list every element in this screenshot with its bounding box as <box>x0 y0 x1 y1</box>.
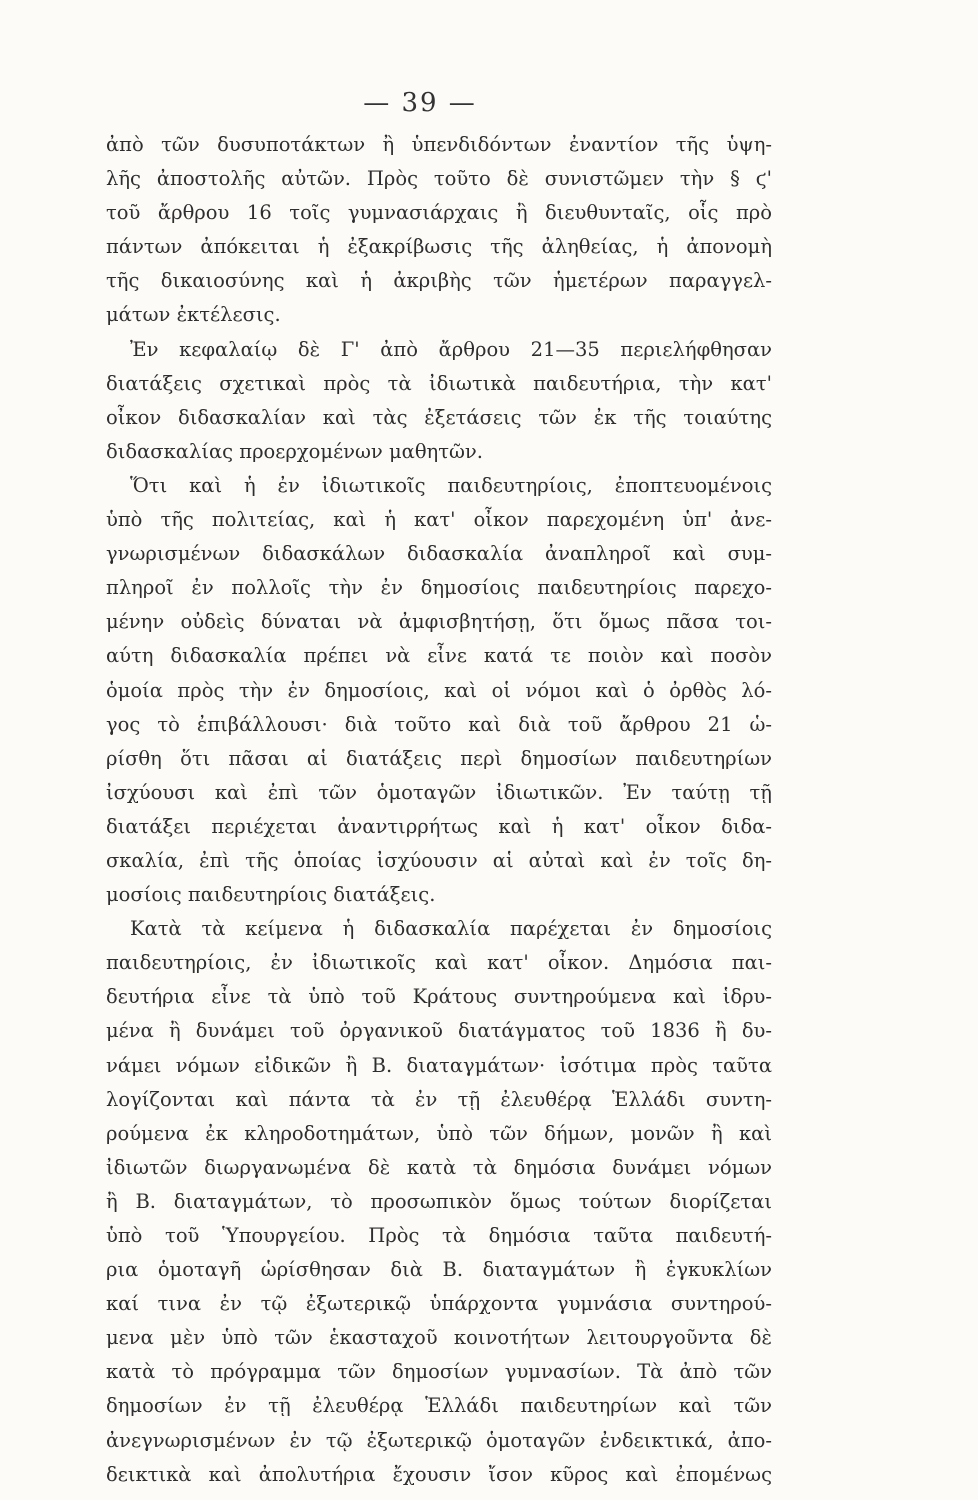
text-line: ἰδιωτῶν διωργανωμένα δὲ κατὰ τὰ δημόσια δυνάμει νόμων <box>106 1155 772 1179</box>
text-line: ρούμενα ἐκ κληροδοτημάτων, ὑπὸ τῶν δήμων, μονῶν ἢ καὶ <box>106 1121 772 1145</box>
text-line: πληροῖ ἐν πολλοῖς τὴν ἐν δημοσίοις παιδευτηρίοις παρεχο- <box>106 576 772 600</box>
text-line: παιδευτηρίοις, ἐν ἰδιωτικοῖς καὶ κατ' οἶκον. Δημόσια παι- <box>106 951 772 975</box>
page-number: — 39 — <box>363 88 477 118</box>
text-line: ἀπὸ τῶν δυσυποτάκτων ἢ ὑπενδιδόντων ἐναντίον τῆς ὑψη- <box>106 133 772 156</box>
text-line: γος τὸ ἐπιβάλλουσι· διὰ τοῦτο καὶ διὰ τοῦ ἄρθρου 21 ὡ- <box>106 712 772 736</box>
text-line: δεικτικὰ καὶ ἀπολυτήρια ἔχουσιν ἴσον κῦρος καὶ ἐπομένως <box>106 1462 772 1486</box>
text-line: οἶκον διδασκαλίαν καὶ τὰς ἐξετάσεις τῶν ἐκ τῆς τοιαύτης <box>106 405 772 429</box>
text-line: λῆς ἀποστολῆς αὐτῶν. Πρὸς τοῦτο δὲ συνιστῶμεν τὴν § ϛ' <box>106 167 772 191</box>
text-line: πάντων ἀπόκειται ἡ ἐξακρίβωσις τῆς ἀληθείας, ἡ ἀπονομὴ <box>106 235 772 259</box>
text-line: δευτήρια εἶνε τὰ ὑπὸ τοῦ Κράτους συντηρούμενα καὶ ἱδρυ- <box>106 985 772 1009</box>
text-line: μένην οὐδεὶς δύναται νὰ ἀμφισβητήσῃ, ὅτι ὅμως πᾶσα τοι- <box>106 610 772 634</box>
text-line: σκαλία, ἐπὶ τῆς ὁποίας ἰσχύουσιν αἱ αὐταὶ καὶ ἐν τοῖς δη- <box>106 848 772 872</box>
text-line: μάτων ἐκτέλεσις. <box>106 303 281 327</box>
text-line: τῆς δικαιοσύνης καὶ ἡ ἀκριβὴς τῶν ἡμετέρων παραγγελ- <box>106 269 772 293</box>
text-line: τοῦ ἄρθρου 16 τοῖς γυμνασιάρχαις ἢ διευθυνταῖς, οἷς πρὸ <box>106 201 772 225</box>
text-line: μένα ἢ δυνάμει τοῦ ὀργανικοῦ διατάγματος τοῦ 1836 ἢ δυ- <box>106 1019 772 1043</box>
text-line: μενα μὲν ὑπὸ τῶν ἑκασταχοῦ κοινοτήτων λειτουργοῦντα δὲ <box>106 1326 772 1350</box>
text-line: ὑπὸ τῆς πολιτείας, καὶ ἡ κατ' οἶκον παρεχομένη ὑπ' ἀνε- <box>106 508 772 532</box>
text-line: ἀνεγνωρισμένων ἐν τῷ ἐξωτερικῷ ὁμοταγῶν ἐνδεικτικά, ἀπο- <box>106 1428 772 1452</box>
text-line: λογίζονται καὶ πάντα τὰ ἐν τῇ ἐλευθέρᾳ Ἑλλάδι συντη- <box>106 1087 772 1111</box>
text-line: κατὰ τὸ πρόγραμμα τῶν δημοσίων γυμνασίων. Τὰ ἀπὸ τῶν <box>106 1360 772 1384</box>
text-line: ρίσθη ὅτι πᾶσαι αἱ διατάξεις περὶ δημοσίων παιδευτηρίων <box>106 746 772 770</box>
body-text <box>106 128 772 1492</box>
text-line: ρια ὁμοταγῆ ὡρίσθησαν διὰ Β. διαταγμάτων ἢ ἐγκυκλίων <box>106 1258 772 1282</box>
text-line: δημοσίων ἐν τῇ ἐλευθέρᾳ Ἑλλάδι παιδευτηρίων καὶ τῶν <box>106 1394 772 1418</box>
text-line: ὁμοία πρὸς τὴν ἐν δημοσίοις, καὶ οἱ νόμοι καὶ ὁ ὀρθὸς λό- <box>106 678 772 702</box>
text-line: ὑπὸ τοῦ Ὑπουργείου. Πρὸς τὰ δημόσια ταῦτα παιδευτή- <box>106 1224 772 1247</box>
text-line: γνωρισμένων διδασκάλων διδασκαλία ἀναπληροῖ καὶ συμ- <box>106 542 772 566</box>
text-line: ἰσχύουσι καὶ ἐπὶ τῶν ὁμοταγῶν ἰδιωτικῶν. Ἐν ταύτῃ τῇ <box>106 780 772 804</box>
text-line: Ἐν κεφαλαίῳ δὲ Γ' ἀπὸ ἄρθρου 21—35 περιελήφθησαν <box>130 337 772 361</box>
text-line: διδασκαλίας προερχομένων μαθητῶν. <box>106 439 483 463</box>
text-line: αύτη διδασκαλία πρέπει νὰ εἶνε κατά τε ποιὸν καὶ ποσὸν <box>106 644 772 668</box>
text-line: διατάξει περιέχεται ἀναντιρρήτως καὶ ἡ κατ' οἶκον διδα- <box>106 814 772 838</box>
text-line: καί τινα ἐν τῷ ἐξωτερικῷ ὑπάρχοντα γυμνάσια συντηρού- <box>106 1292 772 1316</box>
text-line: Κατὰ τὰ κείμενα ἡ διδασκαλία παρέχεται ἐν δημοσίοις <box>130 917 772 941</box>
text-line: νάμει νόμων εἰδικῶν ἢ Β. διαταγμάτων· ἰσότιμα πρὸς ταῦτα <box>106 1053 772 1077</box>
text-line: μοσίοις παιδευτηρίοις διατάξεις. <box>106 883 436 907</box>
text-line: ἢ Β. διαταγμάτων, τὸ προσωπικὸν ὅμως τούτων διορίζεται <box>106 1189 772 1213</box>
text-line: Ὅτι καὶ ἡ ἐν ἰδιωτικοῖς παιδευτηρίοις, ἐποπτευομένοις <box>130 473 772 497</box>
text-line: διατάξεις σχετικαὶ πρὸς τὰ ἰδιωτικὰ παιδευτήρια, τὴν κατ' <box>106 371 772 395</box>
